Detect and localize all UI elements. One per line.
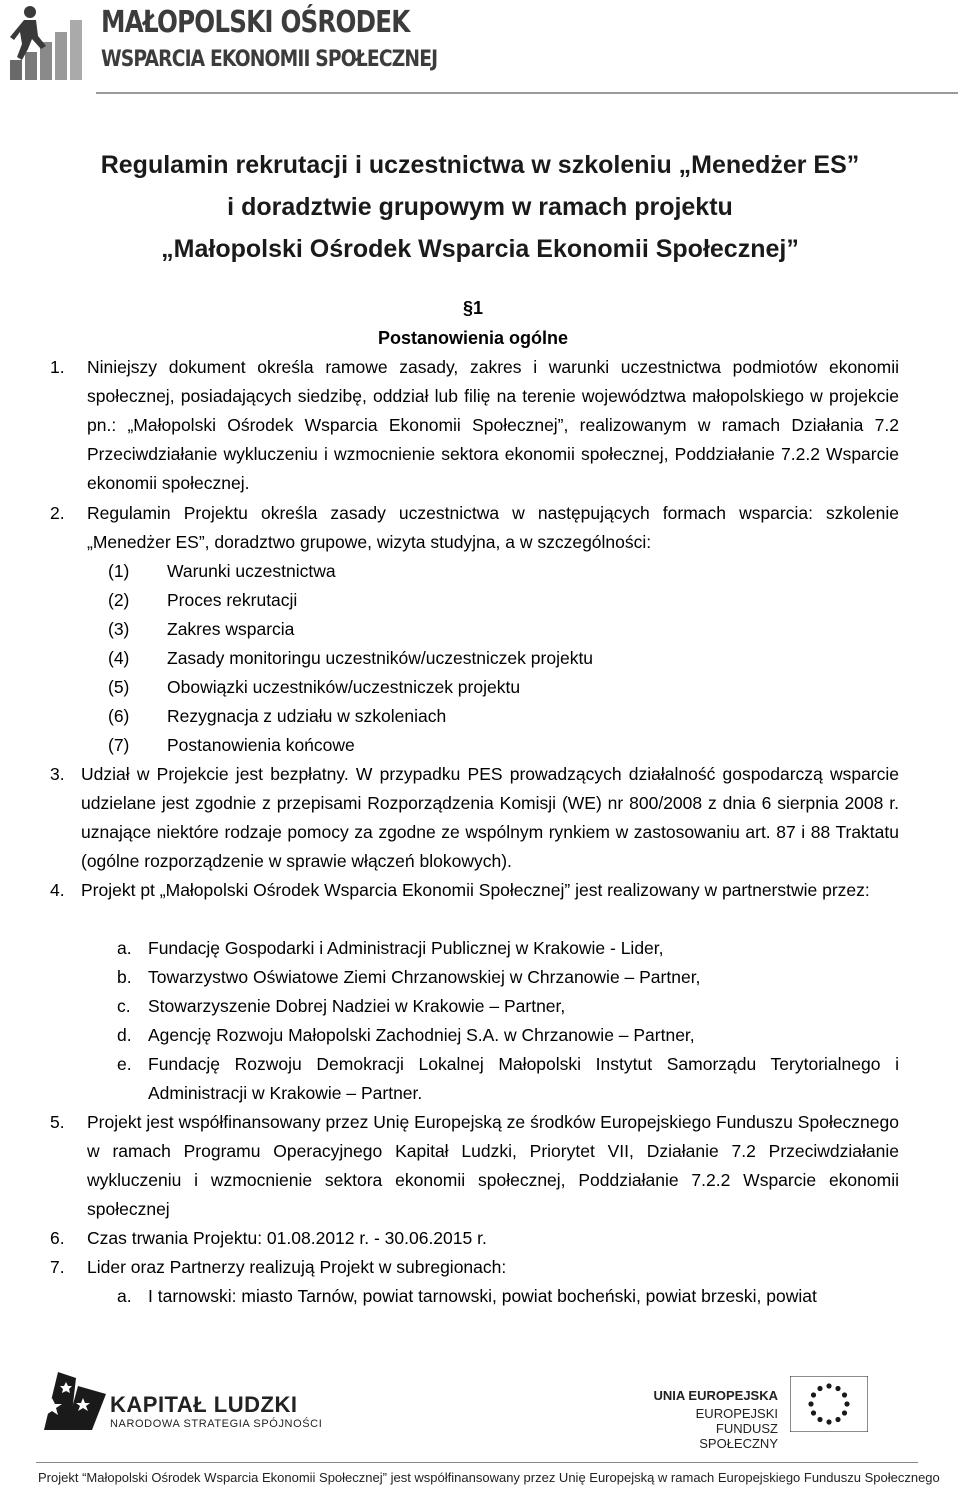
subitem-letter: a. <box>117 1286 132 1306</box>
subitem-text: Agencję Rozwoju Małopolski Zachodniej S.A. w Chrzanowie – Partner, <box>148 1025 695 1045</box>
item-3-number: 3. <box>50 764 65 784</box>
title-line-3: „Małopolski Ośrodek Wsparcia Ekonomii Społecznej” <box>161 235 799 263</box>
subitem-text: Zakres wsparcia <box>167 619 295 639</box>
section-mark: §1 <box>462 298 484 318</box>
eu-flag-icon <box>790 1376 868 1432</box>
kapital-ludzki-subtitle: NARODOWA STRATEGIA SPÓJNOŚCI <box>110 1418 323 1430</box>
item-7-number: 7. <box>50 1257 65 1277</box>
eu-label-2: EUROPEJSKI <box>695 1406 778 1421</box>
item-4-number: 4. <box>50 880 65 900</box>
section-heading: Postanowienia ogólne <box>377 328 569 348</box>
footer-cofinancing-note: Projekt “Małopolski Ośrodek Wsparcia Ekonomii Społecznej” jest współfinansowany przez Unię Europejską w ramach Europejskiego Funduszu Społecznego <box>38 1470 940 1485</box>
subitem-text: Fundację Rozwoju Demokracji Lokalnej Małopolski Instytut Samorządu Terytorialnego i Administracji w Krakowie – Partner. <box>148 1054 899 1103</box>
item-7-text: Lider oraz Partnerzy realizują Projekt w subregionach: <box>87 1257 507 1277</box>
stairs-climber-logo-icon <box>8 2 90 82</box>
item-5-number: 5. <box>50 1112 65 1132</box>
item-4-text: Projekt pt „Małopolski Ośrodek Wsparcia Ekonomii Społecznej” jest realizowany w partnerstwie przez: <box>81 880 870 900</box>
subitem-letter: b. <box>117 967 132 987</box>
subitem-letter: a. <box>117 938 132 958</box>
item-1-number: 1. <box>50 357 65 377</box>
subitem-letter: c. <box>117 996 131 1016</box>
subitem-number: (2) <box>108 590 130 610</box>
logo-subtitle: WSPARCIA EKONOMII SPOŁECZNEJ <box>101 47 438 72</box>
subitem-letter: d. <box>117 1025 132 1045</box>
item-3-text: Udział w Projekcie jest bezpłatny. W przypadku PES prowadzących działalność gospodarczą wsparcie udzielane jest zgodnie z przepisami Rozporządzenia Komisji (WE) nr 800/2008 z dnia 6 sierpnia 2008 r. uznające niektóre rodzaje pomocy za zgodne ze wspólnym rynkiem w zastosowaniu art. 87 i 88 Traktatu (ogólne rozporządzenie w sprawie włączeń blokowych). <box>81 764 899 871</box>
subitem-number: (6) <box>108 706 130 726</box>
document-title <box>0 144 960 270</box>
item-6-text: Czas trwania Projektu: 01.08.2012 r. - 30.06.2015 r. <box>87 1228 487 1248</box>
subitem-number: (5) <box>108 677 130 697</box>
subitem-text: Fundację Gospodarki i Administracji Publicznej w Krakowie - Lider, <box>148 938 664 958</box>
footer-rule <box>36 1462 918 1463</box>
header-rule <box>96 92 958 94</box>
title-line-1: Regulamin rekrutacji i uczestnictwa w szkoleniu „Menedżer ES” <box>100 151 860 179</box>
subitem-number: (3) <box>108 619 130 639</box>
subitem-text: Stowarzyszenie Dobrej Nadziei w Krakowie – Partner, <box>148 996 566 1016</box>
subitem-text: Zasady monitoringu uczestników/uczestniczek projektu <box>167 648 594 668</box>
subitem-text: Rezygnacja z udziału w szkoleniach <box>167 706 447 726</box>
subitem-letter: e. <box>117 1054 132 1074</box>
subitem-number: (7) <box>108 735 130 755</box>
item-2-number: 2. <box>50 503 65 523</box>
subitem-text: Postanowienia końcowe <box>167 735 355 755</box>
subitem-text: Towarzystwo Oświatowe Ziemi Chrzanowskiej w Chrzanowie – Partner, <box>148 967 701 987</box>
logo-title: MAŁOPOLSKI OŚRODEK <box>101 5 410 40</box>
item-2-text: Regulamin Projektu określa zasady uczestnictwa w następujących formach wsparcia: szkolenie „Menedżer ES”, doradztwo grupowe, wizyta studyjna, a w szczególności: <box>87 503 899 552</box>
item-6-number: 6. <box>50 1228 65 1248</box>
subitem-text: Obowiązki uczestników/uczestniczek projektu <box>167 677 521 697</box>
subitem-text: I tarnowski: miasto Tarnów, powiat tarnowski, powiat bocheński, powiat brzeski, powiat <box>148 1286 817 1306</box>
subitem-number: (4) <box>108 648 130 668</box>
kapital-ludzki-emblem-icon <box>36 1368 108 1432</box>
header-logo <box>8 2 958 94</box>
title-line-2: i doradztwie grupowym w ramach projektu <box>227 193 733 221</box>
eu-label-3: FUNDUSZ SPOŁECZNY <box>699 1421 778 1451</box>
eu-label-1: UNIA EUROPEJSKA <box>653 1388 778 1403</box>
subitem-text: Warunki uczestnictwa <box>167 561 336 581</box>
kapital-ludzki-label: KAPITAŁ LUDZKI <box>110 1392 298 1417</box>
subitem-number: (1) <box>108 561 130 581</box>
item-5-text: Projekt jest współfinansowany przez Unię Europejską ze środków Europejskiego Funduszu Społecznego w ramach Programu Operacyjnego Kapitał Ludzki, Priorytet VII, Działanie 7.2 Przeciwdziałanie wykluczeniu i wzmocnienie sektora ekonomii społecznej, Poddziałanie 7.2.2 Wsparcie ekonomii społecznej <box>87 1112 899 1219</box>
subitem-text: Proces rekrutacji <box>167 590 298 610</box>
item-1-text: Niniejszy dokument określa ramowe zasady, zakres i warunki uczestnictwa podmiotów ekonomii społecznej, posiadających siedzibę, oddział lub filię na terenie województwa małopolskiego w projekcie pn.: „Małopolski Ośrodek Wsparcia Ekonomii Społecznej”, realizowanym w ramach Działania 7.2 Przeciwdziałanie wykluczeniu i wzmocnienie sektora ekonomii społecznej, Poddziałanie 7.2.2 Wsparcie ekonomii społecznej. <box>87 357 899 493</box>
